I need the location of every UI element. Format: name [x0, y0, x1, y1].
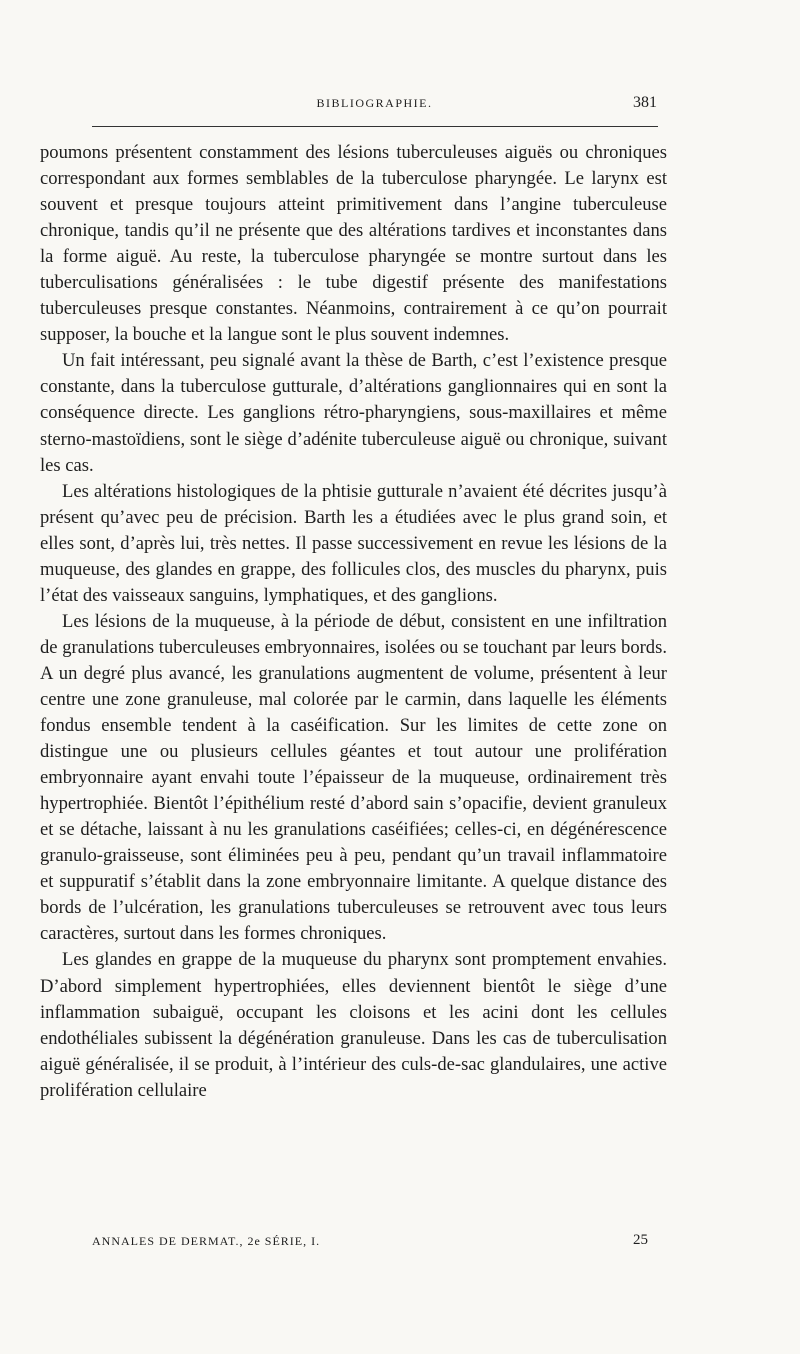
running-title: BIBLIOGRAPHIE.	[316, 96, 433, 110]
header-rule	[92, 126, 658, 127]
paragraph-glands: Les glandes en grappe de la muqueuse du pharynx sont promptement envahies. D’abord simplement hypertrophiées, elles deviennent bientôt le siège d’une inflammation subaiguë, occupant les cloisons et les acini dont les cellules endothéliales subissent la dégénération granuleuse. Dans les cas de tuberculisation aiguë généralisée, il se produit, à l’intérieur des culs-de-sac glandulaires, une active prolifération cellulaire	[40, 949, 667, 1101]
signature-number: 25	[633, 1232, 648, 1248]
paragraph-mucosa: Les lésions de la muqueuse, à la période de début, consistent en une infiltration de granulations tuberculeuses embryonnaires, isolées ou se touchant par leurs bords. A un degré plus avancé, les granulations augmentent de volume, présentent à leur centre une zone granuleuse, mal colorée par le carmin, dans laquelle les éléments fondus ensemble tendent à la caséification. Sur les limites de cette zone on distingue une ou plusieurs cellules géantes et tout autour une prolifération embryonnaire ayant envahi toute l’épaisseur de la muqueuse, ordinairement très hypertrophiée. Bientôt l’épithélium resté d’abord sain s’opacifie, devient granuleux et se détache, laissant à nu les granulations caséifiées; celles-ci, en dégénérescence granulo-graisseuse, sont éliminées peu à peu, pendant qu’un travail inflammatoire et suppuratif s’établit dans la zone embryonnaire limitante. A quelque distance des bords de l’ulcération, les granulations tuberculeuses se retrouvent avec tous leurs caractères, surtout dans les formes chroniques.	[40, 610, 667, 945]
running-head	[92, 94, 657, 114]
body-text	[40, 140, 667, 1104]
paragraph-ganglions: Un fait intéressant, peu signalé avant la thèse de Barth, c’est l’existence presque constante, dans la tuberculose gutturale, d’altérations ganglionnaires qui en sont la conséquence directe. Les ganglions rétro-pharyngiens, sous-maxillaires et même sterno-mastoïdiens, sont le siège d’adénite tuberculeuse aiguë ou chronique, suivant les cas.	[40, 350, 667, 476]
signature-line	[92, 1232, 658, 1252]
signature-text: ANNALES DE DERMAT., 2e SÉRIE, I.	[92, 1234, 321, 1248]
page-number: 381	[633, 94, 657, 111]
paragraph-continuation: poumons présentent constamment des lésions tuberculeuses aiguës ou chroniques correspondant aux formes semblables de la tuberculose pharyngée. Le larynx est souvent et presque toujours atteint primitivement dans l’angine tuberculeuse chronique, tandis qu’il ne présente que des altérations tardives et inconstantes dans la forme aiguë. Au reste, la tuberculose pharyngée se montre surtout dans les tuberculisations généralisées : le tube digestif présente des manifestations tuberculeuses presque constantes. Néanmoins, contrairement à ce qu’on pourrait supposer, la bouche et la langue sont le plus souvent indemnes.	[40, 142, 667, 346]
paragraph-histology: Les altérations histologiques de la phtisie gutturale n’avaient été décrites jusqu’à présent qu’avec peu de précision. Barth les a étudiées avec le plus grand soin, et elles sont, d’après lui, très nettes. Il passe successivement en revue les lésions de la muqueuse, des glandes en grappe, des follicules clos, des muscles du pharynx, puis l’état des vaisseaux sanguins, lymphatiques, et des ganglions.	[40, 480, 667, 606]
